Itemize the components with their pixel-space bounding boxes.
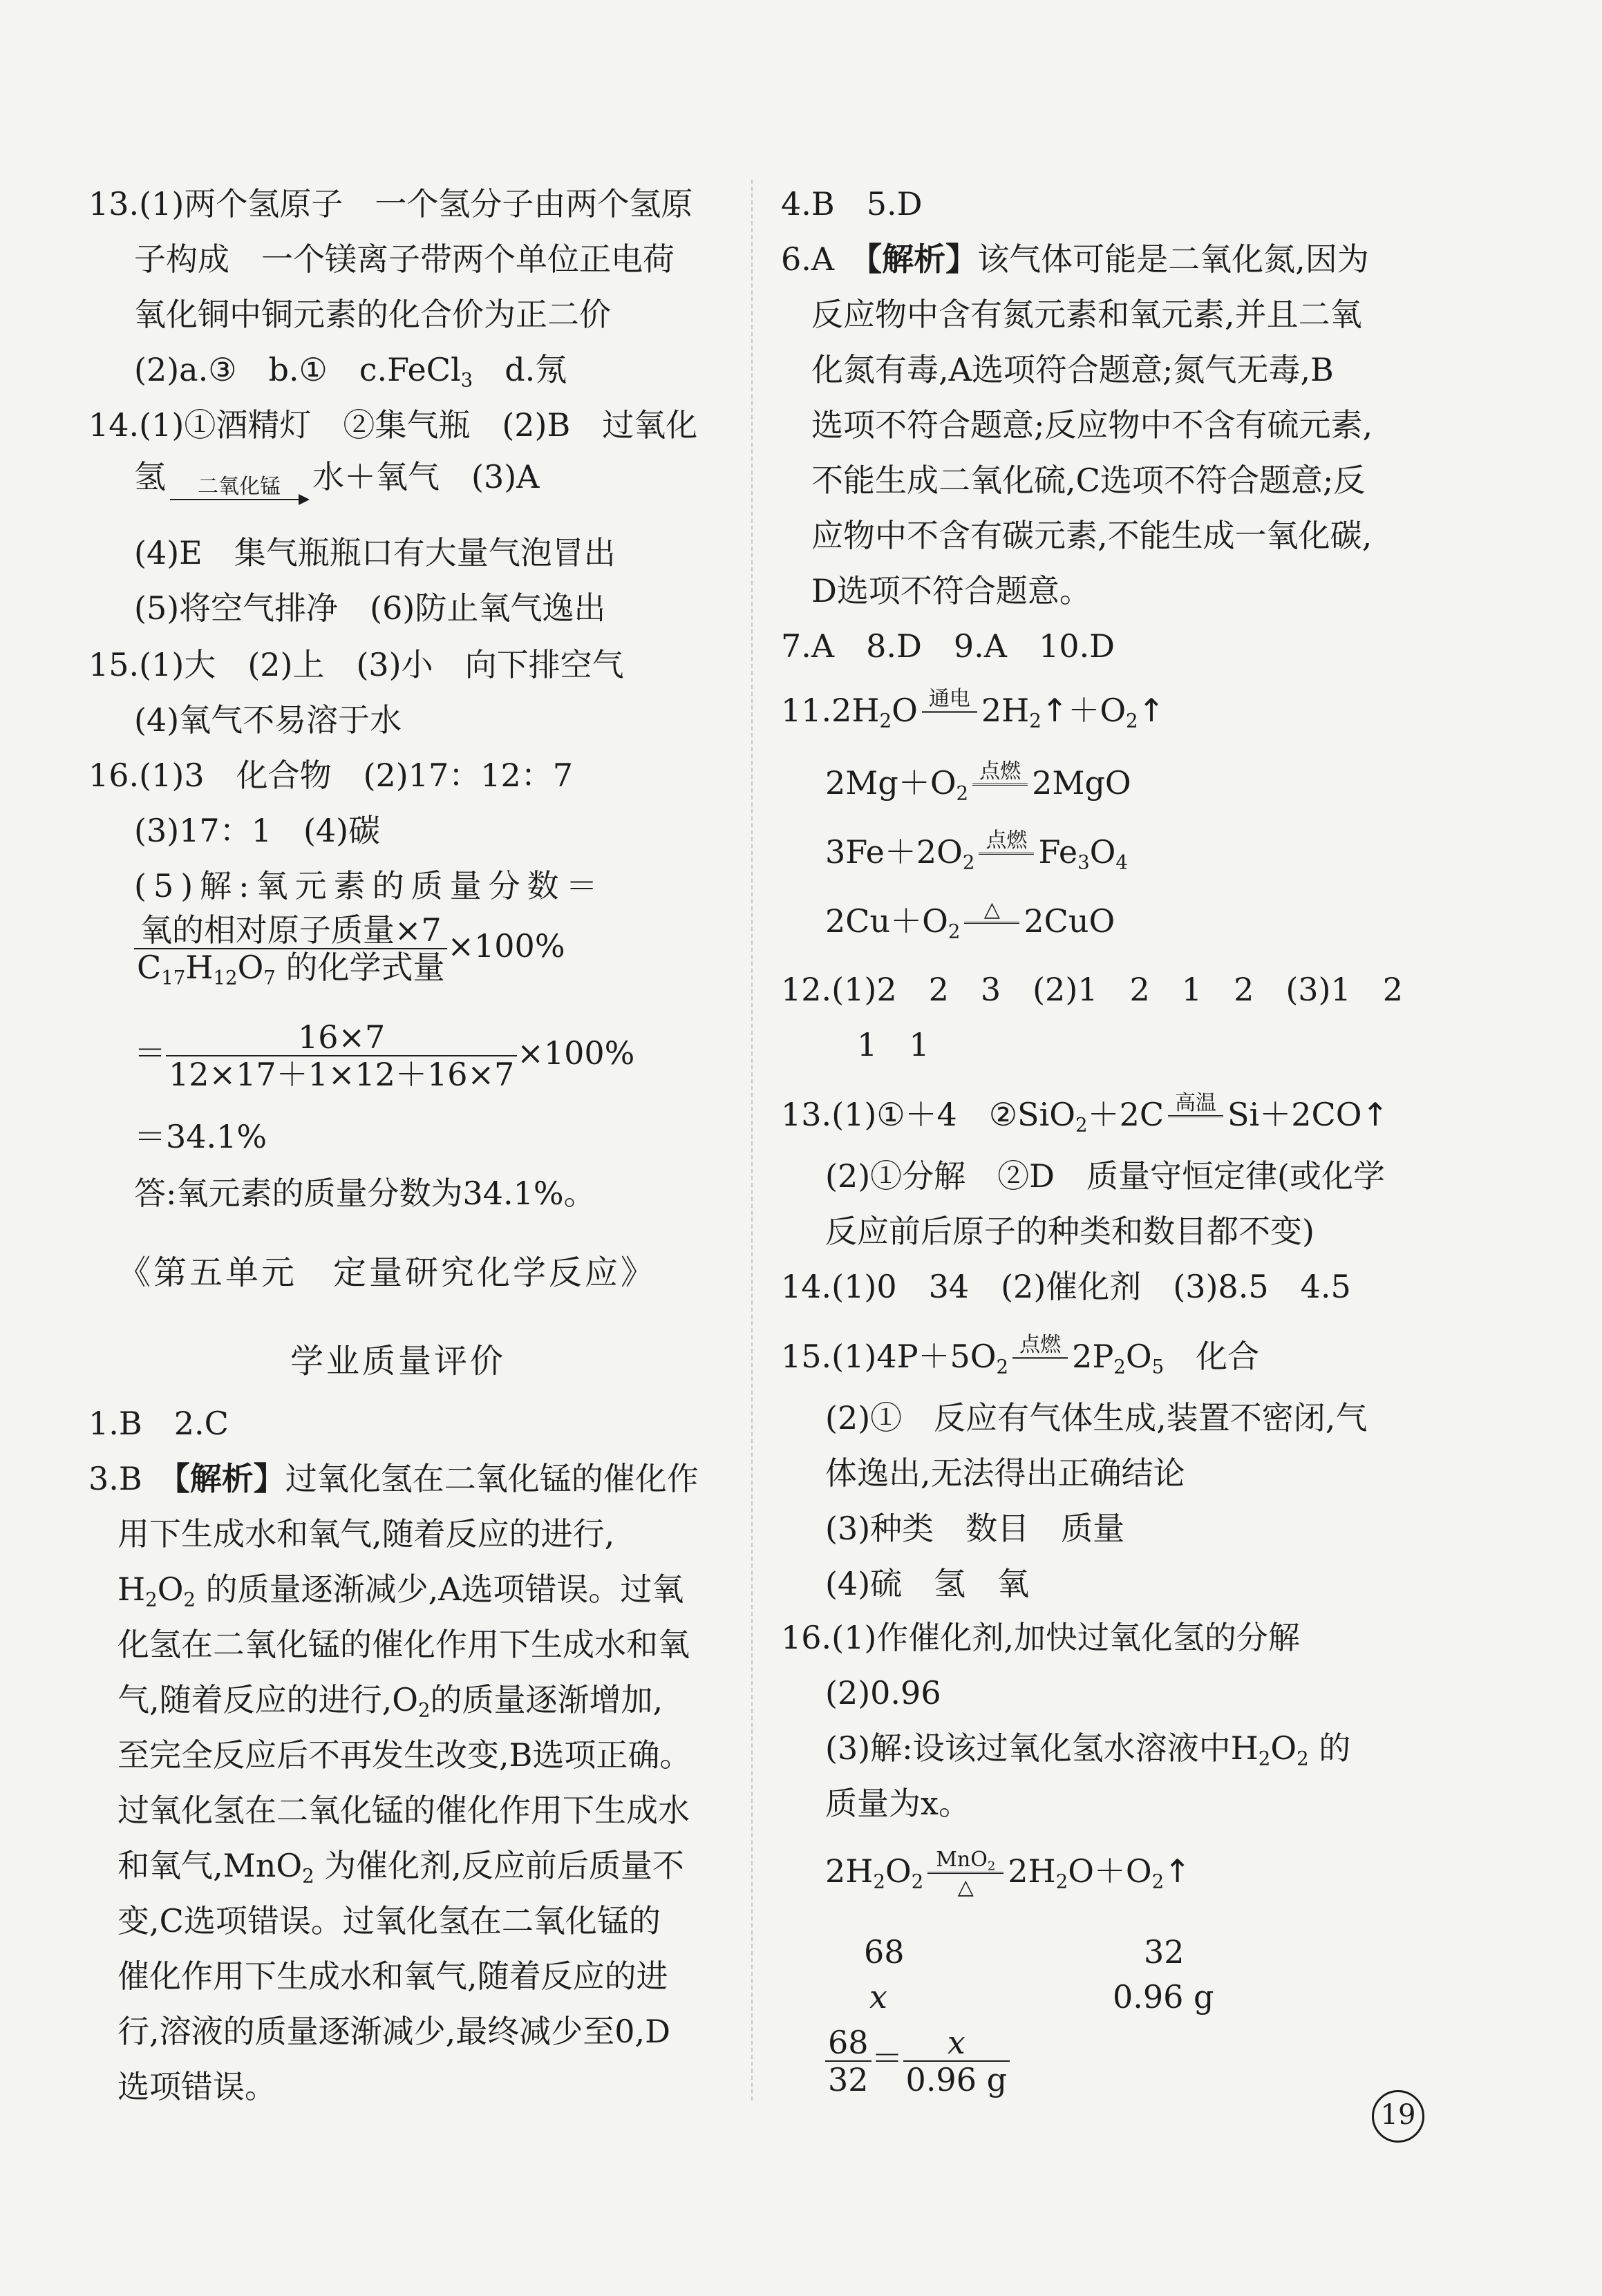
q16-result: ＝34.1% bbox=[134, 1118, 267, 1155]
q16-line4: 质量为x。 bbox=[825, 1785, 970, 1822]
a6-line2: 反应物中含有氮元素和氧元素,并且二氧 bbox=[811, 296, 1362, 333]
q12-line2: 1 1 bbox=[857, 1026, 930, 1063]
q16-line1: 16.(1)作催化剂,加快过氧化氢的分解 bbox=[781, 1619, 1300, 1656]
a3-line9: 变,C选项错误。过氧化氢在二氧化锰的 bbox=[117, 1902, 661, 1939]
answers-4-5: 4.B 5.D bbox=[781, 185, 923, 222]
a3-line5: 气,随着反应的进行$,O_2$的质量逐渐增加, bbox=[117, 1681, 663, 1722]
a6-line5: 不能生成二氧化硫,C选项不符合题意;反 bbox=[811, 462, 1366, 499]
q16-x: x bbox=[869, 1978, 887, 2015]
q16-fraction1: $\frac{\text{氧的相对原子质量×7}}{C_{17}H_{12}O_7 的化学式量}$ ×100% bbox=[134, 912, 565, 985]
q15-part4: (4)氧气不易溶于水 bbox=[134, 701, 402, 739]
column-divider bbox=[751, 180, 753, 2100]
q16-line2: (2)0.96 bbox=[825, 1674, 941, 1711]
a3-line2: 用下生成水和氧气,随着反应的进行, bbox=[117, 1515, 615, 1553]
q15-line4: (3)种类 数目 质量 bbox=[825, 1510, 1125, 1547]
q16-line3: (3)解:设该过氧化氢水溶液中$H_2O_2$ 的 bbox=[825, 1729, 1351, 1770]
q13-line1: 13.(1)两个氢原子 一个氢分子由两个氢原 bbox=[88, 185, 693, 222]
q16-answer: 答:氧元素的质量分数为34.1%。 bbox=[134, 1175, 596, 1212]
q16-mass-g: 0.96 g bbox=[1113, 1978, 1214, 2015]
q13-line1: 13.(1)①＋4 ②SiO$_2$＋2C 高温 Si＋2CO↑ bbox=[781, 1091, 1388, 1137]
q15-line3: 体逸出,无法得出正确结论 bbox=[825, 1454, 1185, 1492]
q14-line: 14.(1)0 34 (2)催化剂 (3)8.5 4.5 bbox=[781, 1268, 1351, 1305]
q15-line5: (4)硫 氢 氧 bbox=[825, 1565, 1030, 1602]
condition-label: 二氧化锰 bbox=[198, 475, 281, 499]
a3-line8: 和氧气,MnO$_2$ 为催化剂,反应前后质量不 bbox=[117, 1847, 684, 1888]
a3-line12: 选项错误。 bbox=[117, 2068, 276, 2105]
q16-mass-32: 32 bbox=[1144, 1933, 1185, 1971]
unit-title: 《第五单元 定量研究化学反应》 bbox=[117, 1253, 657, 1292]
a6-line3: 化氮有毒,A选项符合题意;氮气无毒,B bbox=[811, 351, 1334, 388]
answers-1-2: 1.B 2.C bbox=[88, 1405, 229, 1442]
a6-line1: 6.A 【解析】该气体可能是二氧化氮,因为 bbox=[781, 240, 1369, 278]
q13-line3: 反应前后原子的种类和数目都不变) bbox=[825, 1213, 1314, 1250]
q14-line1: 14.(1)①酒精灯 ②集气瓶 (2)B 过氧化 bbox=[88, 406, 698, 444]
section-title: 学业质量评价 bbox=[290, 1342, 507, 1381]
q11-eq4: $2Cu+O_2$ △ 2CuO bbox=[825, 898, 1115, 943]
q14-part4: (4)E 集气瓶瓶口有大量气泡冒出 bbox=[134, 534, 616, 571]
a6-line4: 选项不符合题意;反应物中不含有硫元素, bbox=[811, 406, 1373, 444]
q15-line1: $15.(1)4P+5O_2$ 点燃 $2P_2O_5$ 化合 bbox=[781, 1333, 1260, 1378]
a3-line7: 过氧化氢在二氧化锰的催化作用下生成水 bbox=[117, 1792, 690, 1829]
q16-part5: (5)解:氧元素的质量分数＝ bbox=[134, 867, 605, 904]
q13-part2: (2)a.③ b.① c.FeCl$_3$ d.氖 bbox=[134, 351, 567, 392]
q11-eq1: $11.2H_2O$ 通电 $2H_2↑+O_2↑$ bbox=[781, 687, 1165, 732]
q14-equation: 氢 二氧化锰 水＋氧气 (3)A bbox=[134, 458, 540, 499]
a3-line10: 催化作用下生成水和氧气,随着反应的进 bbox=[117, 1957, 668, 1995]
q15-line1: 15.(1)大 (2)上 (3)小 向下排空气 bbox=[88, 646, 624, 683]
a6-line6: 应物中不含有碳元素,不能生成一氧化碳, bbox=[811, 517, 1373, 554]
q13-line2: (2)①分解 ②D 质量守恒定律(或化学 bbox=[825, 1157, 1385, 1195]
a6-line7: D选项不符合题意。 bbox=[811, 572, 1091, 609]
q16-fraction2: ＝ $\frac{16\times 7}{12\times 17+1\times 12+16\times 7}$ ×100% bbox=[134, 1018, 635, 1093]
q13-line3: 氧化铜中铜元素的化合价为正二价 bbox=[134, 296, 611, 333]
q11-eq3: $3Fe+2O_2$ 点燃 $Fe_3O_4$ bbox=[825, 828, 1128, 874]
q14-part5: (5)将空气排净 (6)防止氧气逸出 bbox=[134, 589, 606, 627]
a3-line4: 化氢在二氧化锰的催化作用下生成水和氧 bbox=[117, 1626, 690, 1663]
q13-line2: 子构成 一个镁离子带两个单位正电荷 bbox=[134, 240, 675, 278]
page-number: 19 bbox=[1372, 2090, 1424, 2143]
q16-equation: $2H_2O_2$ MnO$_2$ △ $2H_2O+O_2↑$ bbox=[825, 1848, 1191, 1899]
a3-line6: 至完全反应后不再发生改变,B选项正确。 bbox=[117, 1736, 692, 1774]
answers-7-10: 7.A 8.D 9.A 10.D bbox=[781, 627, 1115, 665]
q16-line1: 16.(1)3 化合物 (2)17：12：7 bbox=[88, 757, 574, 794]
q16-part3: (3)17：1 (4)碳 bbox=[134, 812, 381, 849]
a3-line1: 3.B 【解析】过氧化氢在二氧化锰的催化作 bbox=[88, 1460, 699, 1497]
q16-proportion: $\frac{68}{32}$ ＝ $\frac{x}{0.96 g}$ bbox=[825, 2024, 1010, 2098]
q16-mass-68: 68 bbox=[864, 1933, 905, 1971]
q15-line2: (2)① 反应有气体生成,装置不密闭,气 bbox=[825, 1399, 1368, 1436]
a3-line11: 行,溶液的质量逐渐减少,最终减少至0,D bbox=[117, 2013, 671, 2050]
q11-eq2: $2Mg+O_2$ 点燃 2MgO bbox=[825, 759, 1131, 805]
a3-line3: $H_2O_2$ 的质量逐渐减少,A选项错误。过氧 bbox=[117, 1571, 684, 1611]
q12-line1: 12.(1)2 2 3 (2)1 2 1 2 (3)1 2 bbox=[781, 971, 1404, 1008]
